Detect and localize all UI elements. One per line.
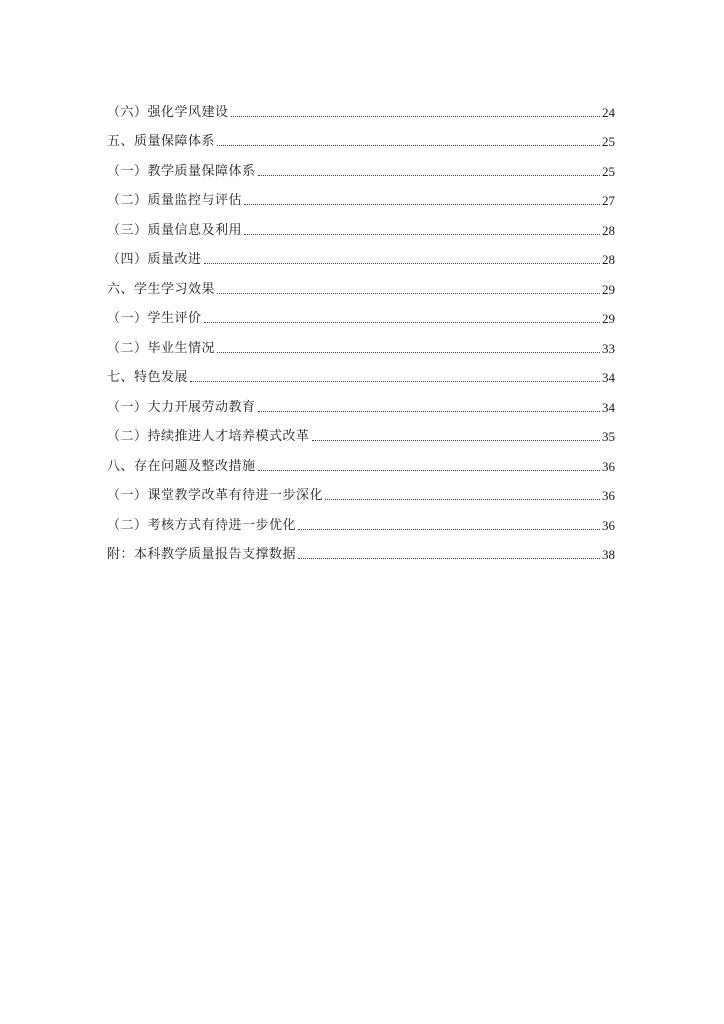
- toc-entry[interactable]: [107, 120, 615, 150]
- toc-entry-page: 36: [602, 458, 615, 474]
- toc-entry-page: 25: [602, 163, 615, 179]
- toc-entry[interactable]: [107, 415, 615, 445]
- toc-entry[interactable]: [107, 238, 615, 268]
- toc-dot-leader: [258, 469, 600, 471]
- toc-entry-page: 35: [602, 429, 615, 444]
- toc-dot-leader: [217, 292, 600, 294]
- toc-entry-title: （一）教学质量保障体系: [107, 163, 256, 179]
- toc-entry-page: 28: [602, 222, 615, 238]
- toc-entry-page: 29: [602, 311, 615, 326]
- toc-dot-leader: [244, 203, 600, 205]
- toc-entry-title: （一）学生评价: [107, 311, 202, 326]
- toc-entry[interactable]: [107, 356, 615, 386]
- toc-entry[interactable]: [107, 208, 615, 238]
- toc-entry[interactable]: [107, 444, 615, 474]
- toc-entry-page: 24: [602, 104, 615, 120]
- toc-entry-title: 七、特色发展: [107, 370, 189, 385]
- toc-dot-leader: [298, 528, 600, 530]
- toc-entry[interactable]: [107, 326, 615, 356]
- toc-entry-page: 29: [602, 281, 615, 297]
- toc-entry-page: 33: [602, 340, 615, 356]
- table-of-contents: [107, 90, 615, 562]
- toc-dot-leader: [325, 498, 600, 500]
- toc-dot-leader: [204, 321, 600, 323]
- toc-entry[interactable]: [107, 179, 615, 209]
- toc-entry[interactable]: [107, 503, 615, 533]
- toc-entry-page: 28: [602, 252, 615, 267]
- toc-entry[interactable]: [107, 474, 615, 504]
- toc-entry-page: 27: [602, 193, 615, 208]
- toc-entry-title: 八、存在问题及整改措施: [107, 458, 256, 474]
- toc-entry-page: 25: [602, 134, 615, 149]
- toc-entry-page: 34: [602, 370, 615, 385]
- toc-entry-title: （二）考核方式有待进一步优化: [107, 517, 297, 533]
- toc-entry[interactable]: [107, 149, 615, 179]
- toc-dot-leader: [244, 233, 600, 235]
- toc-entry-title: 附：本科教学质量报告支撑数据: [107, 547, 297, 562]
- toc-entry-title: （三）质量信息及利用: [107, 222, 243, 238]
- toc-entry-title: （一）课堂教学改革有待进一步深化: [107, 488, 324, 503]
- toc-entry-title: （二）持续推进人才培养模式改革: [107, 429, 310, 444]
- toc-entry-title: （四）质量改进: [107, 252, 202, 267]
- toc-entry-title: （一）大力开展劳动教育: [107, 399, 256, 415]
- toc-entry-page: 36: [602, 517, 615, 533]
- toc-entry[interactable]: [107, 90, 615, 120]
- toc-dot-leader: [190, 380, 600, 382]
- toc-dot-leader: [312, 439, 600, 441]
- toc-entry[interactable]: [107, 533, 615, 563]
- toc-entry-page: 38: [602, 547, 615, 562]
- toc-dot-leader: [217, 351, 600, 353]
- toc-entry[interactable]: [107, 267, 615, 297]
- toc-entry-title: （二）毕业生情况: [107, 340, 216, 356]
- toc-entry-title: 六、学生学习效果: [107, 281, 216, 297]
- toc-dot-leader: [204, 262, 600, 264]
- toc-entry-title: （六）强化学风建设: [107, 104, 229, 120]
- toc-entry[interactable]: [107, 385, 615, 415]
- toc-entry-title: 五、质量保障体系: [107, 134, 216, 149]
- toc-dot-leader: [298, 557, 600, 559]
- toc-entry-title: （二）质量监控与评估: [107, 193, 243, 208]
- toc-entry-page: 36: [602, 488, 615, 503]
- toc-dot-leader: [217, 144, 600, 146]
- toc-entry-page: 34: [602, 399, 615, 415]
- toc-dot-leader: [231, 115, 600, 117]
- toc-dot-leader: [258, 410, 600, 412]
- toc-dot-leader: [258, 174, 600, 176]
- toc-entry[interactable]: [107, 297, 615, 327]
